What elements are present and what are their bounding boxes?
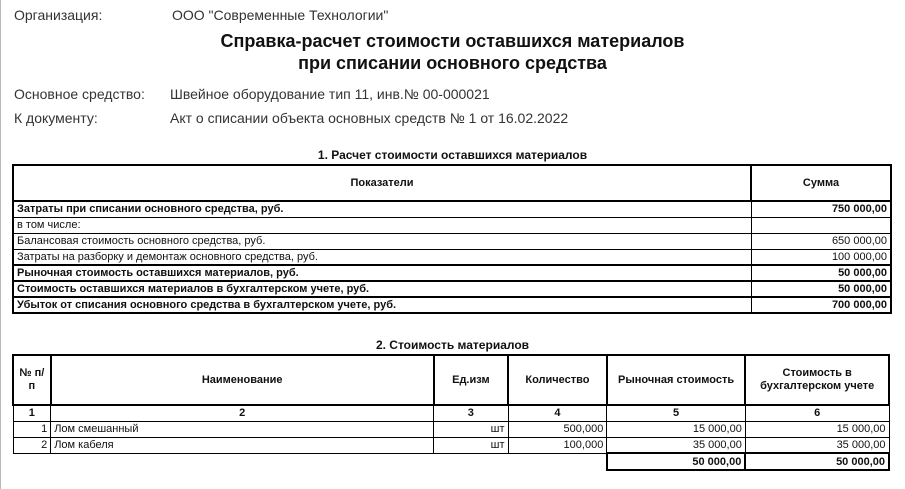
- sum-header: Сумма: [751, 165, 891, 201]
- market-value-header: Рыночная стоимость: [607, 355, 746, 405]
- book-value-header: Стоимость в бухгалтерском учете: [745, 355, 889, 405]
- quantity-header: Количество: [508, 355, 607, 405]
- calculation-row: [13, 265, 891, 281]
- column-index-row: [13, 405, 889, 421]
- document-ref-label: К документу:: [14, 110, 98, 126]
- material-row: [13, 437, 889, 453]
- indicator-sum: 100 000,00: [751, 249, 891, 265]
- indicator-label: в том числе:: [13, 217, 751, 233]
- total-book-value: 50 000,00: [745, 453, 889, 470]
- material-market-value: 15 000,00: [607, 421, 746, 437]
- material-unit: шт: [434, 437, 508, 453]
- material-name: Лом кабеля: [51, 437, 434, 453]
- indicator-label: Затраты на разборку и демонтаж основного средства, руб.: [13, 249, 751, 265]
- unit-header: Ед.изм: [434, 355, 508, 405]
- name-header: Наименование: [51, 355, 434, 405]
- indicator-label: Убыток от списания основного средства в бухгалтерском учете, руб.: [13, 297, 751, 313]
- row-number: 1: [13, 421, 51, 437]
- calculation-header-row: [13, 165, 891, 201]
- indicator-sum: 750 000,00: [751, 201, 891, 217]
- calculation-row: [13, 201, 891, 217]
- column-index: 2: [51, 405, 434, 421]
- indicator-sum: 50 000,00: [751, 265, 891, 281]
- material-book-value: 35 000,00: [745, 437, 889, 453]
- calculation-table: [12, 164, 892, 314]
- row-number: 2: [13, 437, 51, 453]
- number-header: № п/п: [13, 355, 51, 405]
- organization-label: Организация:: [14, 7, 103, 23]
- asset-value: Швейное оборудование тип 11, инв.№ 00-000021: [170, 86, 490, 102]
- material-market-value: 35 000,00: [607, 437, 746, 453]
- calculation-row: [13, 217, 891, 233]
- document-title-line1: Справка-расчет стоимости оставшихся материалов: [220, 31, 685, 51]
- material-row: [13, 421, 889, 437]
- document-ref-value: Акт о списании объекта основных средств № 1 от 16.02.2022: [170, 110, 569, 126]
- column-index: 1: [13, 405, 51, 421]
- section1-title: 1. Расчет стоимости оставшихся материалов: [317, 148, 588, 162]
- indicator-label: Стоимость оставшихся материалов в бухгалтерском учете, руб.: [13, 281, 751, 297]
- indicator-sum: 50 000,00: [751, 281, 891, 297]
- section2-title: 2. Стоимость материалов: [375, 338, 530, 352]
- calculation-row: [13, 233, 891, 249]
- calculation-row: [13, 297, 891, 313]
- column-index: 5: [607, 405, 746, 421]
- materials-header-row: [13, 355, 889, 405]
- document-title-line2: при списании основного средства: [298, 53, 607, 73]
- indicators-header: Показатели: [13, 165, 751, 201]
- material-quantity: 500,000: [508, 421, 607, 437]
- indicator-sum: 700 000,00: [751, 297, 891, 313]
- material-unit: шт: [434, 421, 508, 437]
- indicator-label: Балансовая стоимость основного средства, руб.: [13, 233, 751, 249]
- materials-body: [13, 421, 889, 453]
- asset-label: Основное средство:: [14, 86, 145, 102]
- column-index: 6: [745, 405, 889, 421]
- column-index: 3: [434, 405, 508, 421]
- column-index: 4: [508, 405, 607, 421]
- indicator-sum: [751, 217, 891, 233]
- calculation-row: [13, 249, 891, 265]
- indicator-label: Рыночная стоимость оставшихся материалов, руб.: [13, 265, 751, 281]
- material-book-value: 15 000,00: [745, 421, 889, 437]
- organization-value: ООО "Современные Технологии": [172, 7, 389, 23]
- material-name: Лом смешанный: [51, 421, 434, 437]
- materials-total-row: [13, 453, 889, 470]
- indicator-sum: 650 000,00: [751, 233, 891, 249]
- total-market-value: 50 000,00: [607, 453, 746, 470]
- indicator-label: Затраты при списании основного средства, руб.: [13, 201, 751, 217]
- materials-table: [12, 354, 890, 471]
- calculation-body: [13, 201, 891, 313]
- calculation-row: [13, 281, 891, 297]
- material-quantity: 100,000: [508, 437, 607, 453]
